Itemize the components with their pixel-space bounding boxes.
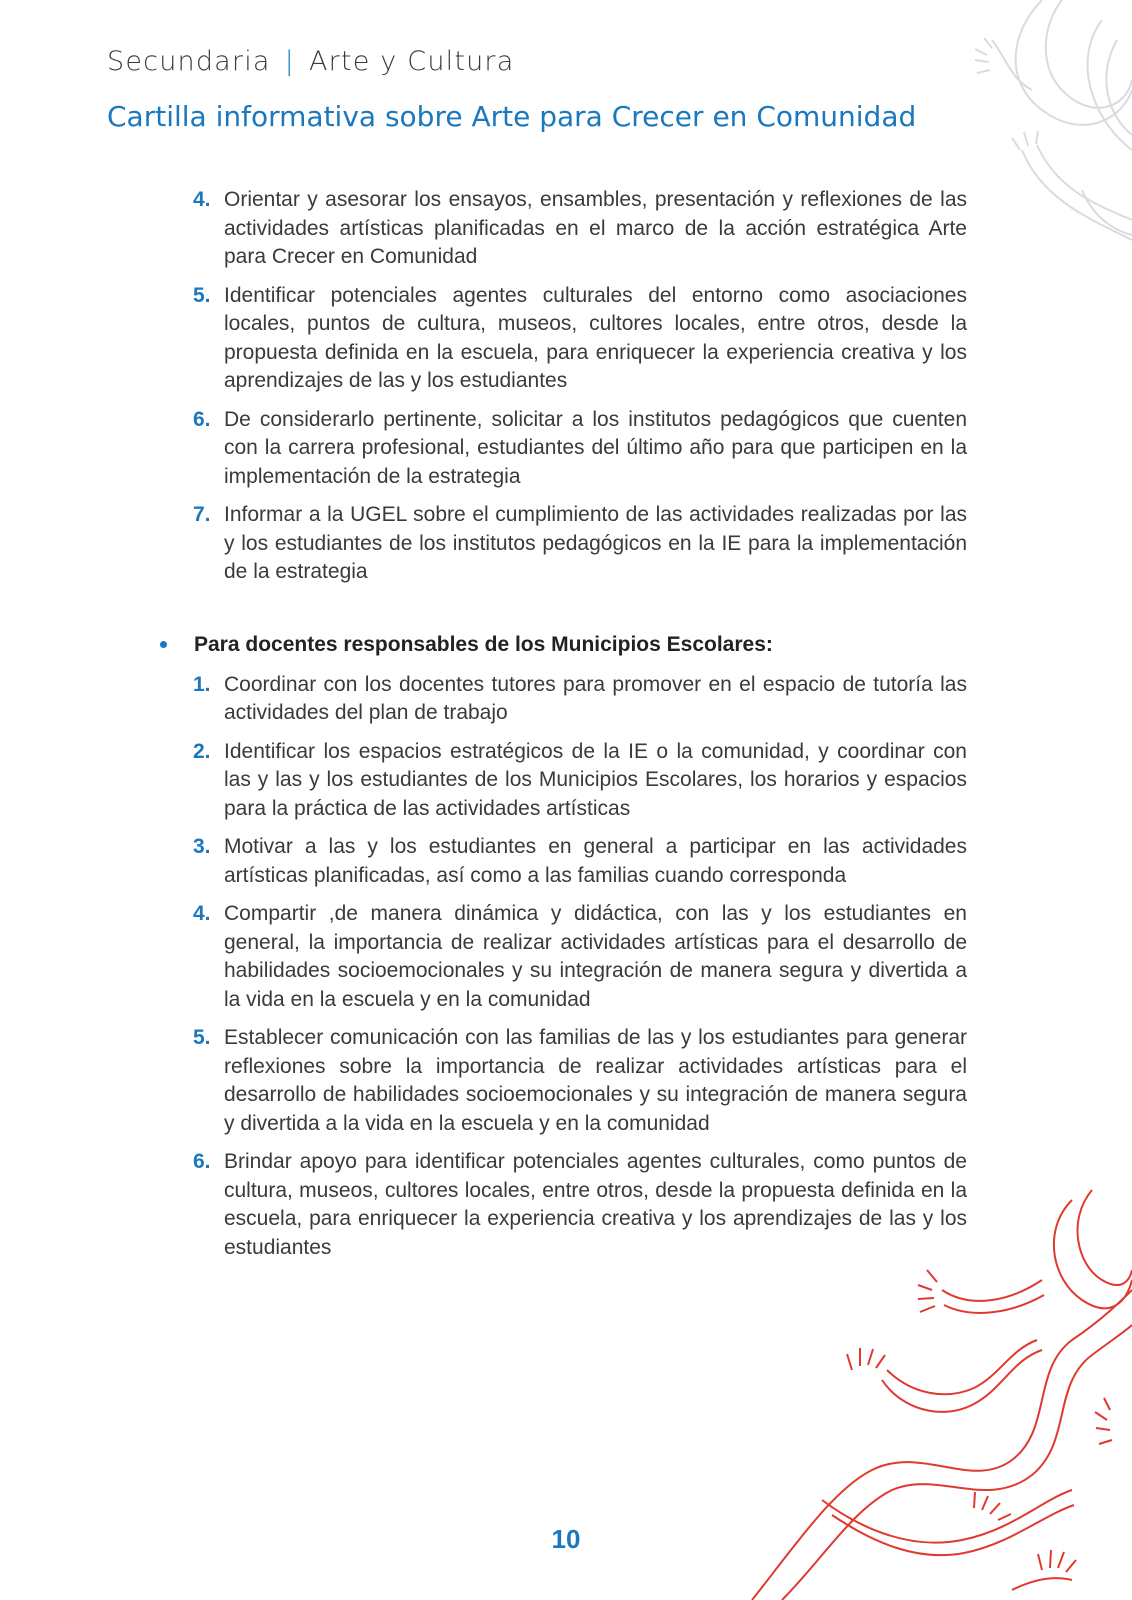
list-number: 1. <box>193 672 211 696</box>
list-text: Motivar a las y los estudiantes en general a participar en las actividades artísticas planificadas, así como a las familias cuando corresponda <box>224 835 967 887</box>
document-title: Cartilla informativa sobre Arte para Crecer en Comunidad <box>107 100 917 133</box>
header-level: Secundaria <box>107 46 271 77</box>
header-area: Arte y Cultura <box>308 46 515 77</box>
list-item <box>160 738 967 824</box>
list-item <box>160 900 967 1014</box>
list-text: Identificar potenciales agentes culturales del entorno como asociaciones locales, puntos de cultura, museos, cultores locales, entre otros, desde la propuesta definida en la escuela, para enriquecer la experiencia creativa y los aprendizajes de las y los estudiantes <box>224 283 967 392</box>
list-number: 5. <box>193 283 211 307</box>
main-content <box>160 186 967 1272</box>
list-text: Compartir ,de manera dinámica y didáctica, con las y los estudiantes en general, la importancia de realizar actividades artísticas para el desarrollo de habilidades socioemocionales y su integración de manera segura y divertida a la vida en la escuela y en la comunidad <box>224 902 967 1011</box>
header-separator: | <box>284 46 295 77</box>
list-number: 2. <box>193 739 211 763</box>
list-item <box>160 833 967 890</box>
list-number: 5. <box>193 1026 211 1049</box>
list-item <box>160 186 967 272</box>
bullet-icon <box>160 641 167 648</box>
list-item <box>160 282 967 396</box>
list-text: Informar a la UGEL sobre el cumplimiento de las actividades realizadas por las y los estudiantes de los institutos pedagógicos en la IE para la implementación de la estrategia <box>224 503 967 583</box>
list-item <box>160 671 967 728</box>
list-text: Orientar y asesorar los ensayos, ensambles, presentación y reflexiones de las actividades artísticas planificadas en el marco de la acción estratégica Arte para Crecer en Comunidad <box>224 188 967 268</box>
list-item <box>160 501 967 587</box>
list-text: Identificar los espacios estratégicos de la IE o la comunidad, y coordinar con las y las y los estudiantes de los Municipios Escolares, los horarios y espacios para la práctica de las actividades artísticas <box>224 739 967 820</box>
list-text: Coordinar con los docentes tutores para promover en el espacio de tutoría las actividades del plan de trabajo <box>224 672 967 724</box>
list-number: 4. <box>193 188 211 211</box>
list-item <box>160 406 967 492</box>
list-item <box>160 1024 967 1138</box>
page-number: 10 <box>551 1524 581 1554</box>
list-item <box>160 1148 967 1262</box>
list-number: 7. <box>193 503 211 526</box>
list-text: Brindar apoyo para identificar potenciales agentes culturales, como puntos de cultura, museos, cultores locales, entre otros, desde la propuesta definida en la escuela, para enriquecer la experiencia creativa y los aprendizajes de las y los estudiantes <box>224 1150 967 1259</box>
section-heading-text: Para docentes responsables de los Municipios Escolares: <box>194 632 773 656</box>
list-text: Establecer comunicación con las familias de las y los estudiantes para generar reflexiones sobre la importancia de realizar actividades artísticas para el desarrollo de habilidades socioemocionales y su integración de manera segura y divertida a la vida en la escuela y en la comunidad <box>224 1026 967 1135</box>
list-text: De considerarlo pertinente, solicitar a los institutos pedagógicos que cuenten con la carrera profesional, estudiantes del último año para que participen en la implementación de la estrategia <box>224 407 967 488</box>
header-breadcrumb <box>107 46 514 77</box>
list-number: 4. <box>193 902 211 925</box>
list-number: 6. <box>193 1150 211 1173</box>
section-heading <box>160 631 967 659</box>
list-number: 6. <box>193 407 211 431</box>
list-number: 3. <box>193 835 211 858</box>
